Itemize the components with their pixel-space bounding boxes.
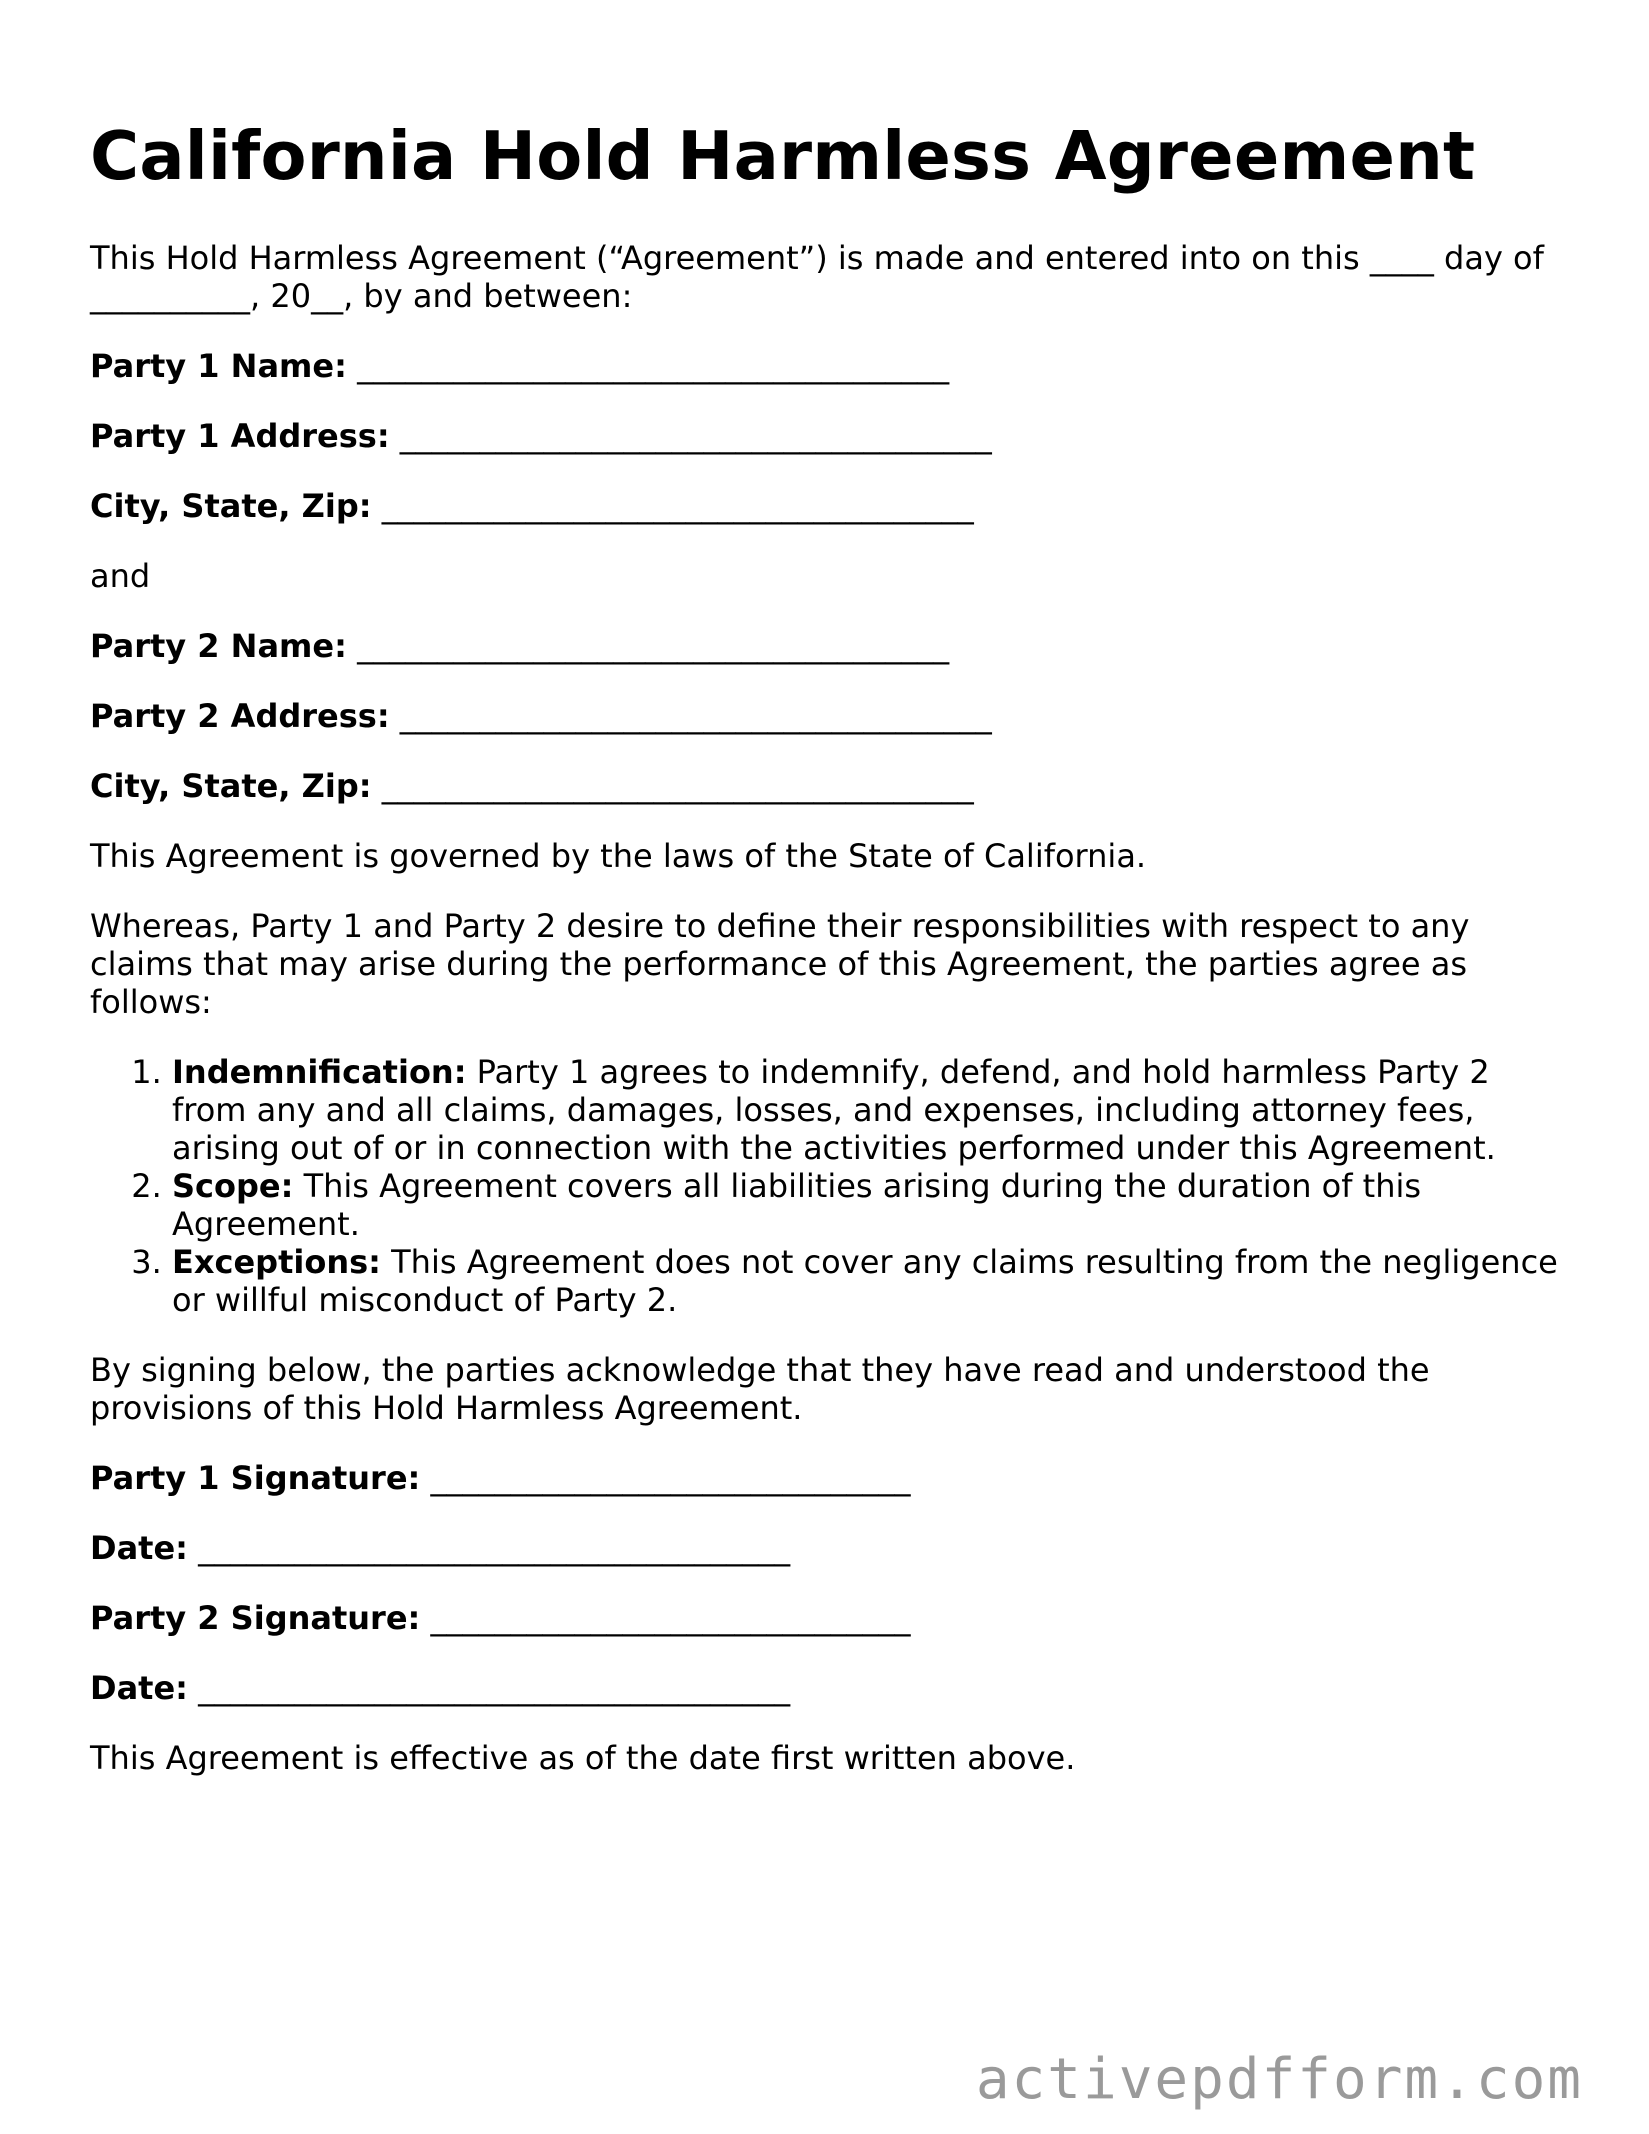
party1-signature-blank[interactable]: ______________________________ [430,1459,911,1498]
party1-address-field [90,417,1570,455]
clause-text: Party 1 agrees to indemnify, defend, and hold harmless Party 2 from any and all claims, damages, losses, and expenses, including attorney fees, arising out of or in connection with the activities performed under this Agreement. [172,1053,1496,1168]
party1-signature-label: Party 1 Signature: [90,1459,421,1498]
party1-city-label: City, State, Zip: [90,487,372,526]
party2-name-blank[interactable]: _____________________________________ [357,627,950,666]
date1-blank[interactable]: _____________________________________ [198,1529,791,1568]
party2-name-label: Party 2 Name: [90,627,347,666]
document-page [90,118,1570,1809]
watermark: activepdfform.com [975,2047,1583,2112]
effective-paragraph: This Agreement is effective as of the date first written above. [90,1739,1076,1778]
party1-city-field [90,487,1570,525]
party2-signature-label: Party 2 Signature: [90,1599,421,1638]
list-item [172,1053,1570,1167]
party2-signature-blank[interactable]: ______________________________ [430,1599,911,1638]
party2-city-field [90,767,1570,805]
party2-name-field [90,627,1570,665]
list-item [172,1243,1570,1319]
party2-city-blank[interactable]: _____________________________________ [381,767,974,806]
clause-heading: Indemnification: [172,1053,467,1092]
governing-law-paragraph: This Agreement is governed by the laws of the State of California. [90,837,1147,876]
party1-name-blank[interactable]: _____________________________________ [357,347,950,386]
and-text: and [90,557,151,596]
clauses-list [90,1053,1570,1319]
date2-blank[interactable]: _____________________________________ [198,1669,791,1708]
party1-city-blank[interactable]: _____________________________________ [381,487,974,526]
date2-label: Date: [90,1669,188,1708]
party1-address-label: Party 1 Address: [90,417,390,456]
clause-heading: Exceptions: [172,1243,381,1282]
party2-city-label: City, State, Zip: [90,767,372,806]
party1-name-label: Party 1 Name: [90,347,347,386]
clause-text: This Agreement covers all liabilities arising during the duration of this Agreement. [172,1167,1422,1244]
party2-address-field [90,697,1570,735]
clause-text: This Agreement does not cover any claims resulting from the negligence or willful misconduct of Party 2. [172,1243,1558,1320]
whereas-paragraph: Whereas, Party 1 and Party 2 desire to define their responsibilities with respect to any claims that may arise during the performance of this Agreement, the parties agree as follows: [90,907,1470,1022]
intro-paragraph: This Hold Harmless Agreement (“Agreement”) is made and entered into on this ____ day of __________, 20__, by and between: [90,239,1544,316]
party1-signature-field [90,1459,1570,1497]
date1-field [90,1529,1570,1567]
date1-label: Date: [90,1529,188,1568]
party2-signature-field [90,1599,1570,1637]
document-title: California Hold Harmless Agreement [90,117,1476,195]
list-item [172,1167,1570,1243]
acknowledgment-paragraph: By signing below, the parties acknowledge that they have read and understood the provisions of this Hold Harmless Agreement. [90,1351,1430,1428]
date2-field [90,1669,1570,1707]
party2-address-label: Party 2 Address: [90,697,390,736]
party1-address-blank[interactable]: _____________________________________ [399,417,992,456]
party1-name-field [90,347,1570,385]
clause-heading: Scope: [172,1167,294,1206]
party2-address-blank[interactable]: _____________________________________ [399,697,992,736]
